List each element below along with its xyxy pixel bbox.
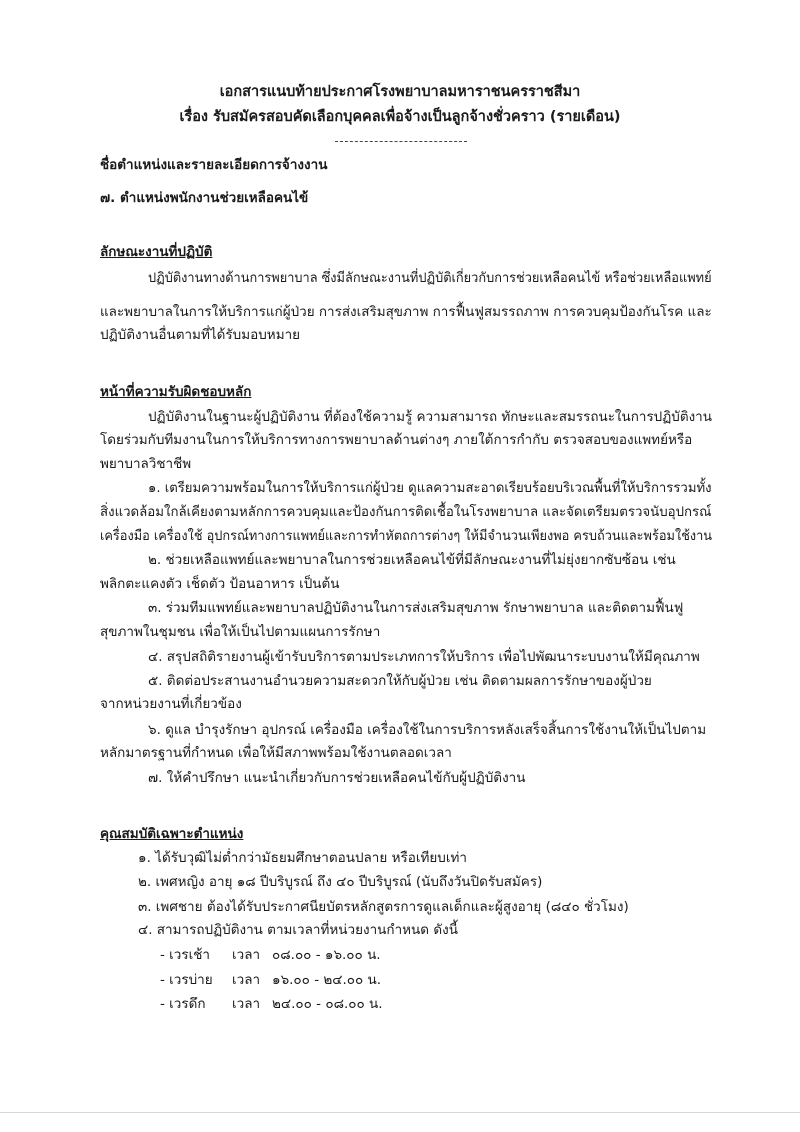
duty-1-line-2: สิ่งแวดล้อมใกล้เคียงตามหลักการควบคุมและป้องกันการติดเชื้อในโรงพยาบาล และจัดเตรียมตรวจนับอุปกรณ์: [100, 504, 712, 520]
qualification-1: ๑. ได้รับวุฒิไม่ต่ำกว่ามัธยมศึกษาตอนปลาย หรือเทียบเท่า: [138, 850, 467, 866]
nature-line-2: และพยาบาลในการให้บริการแก่ผู้ป่วย การส่งเสริมสุขภาพ การฟื้นฟูสมรรถภาพ การควบคุมป้องกันโรค และ: [100, 304, 712, 320]
nature-heading: ลักษณะงานที่ปฏิบัติ: [100, 244, 213, 260]
duty-5-line-2: จากหน่วยงานที่เกี่ยวข้อง: [100, 696, 242, 712]
shift-morning-time: ๐๘.๐๐ - ๑๖.๐๐ น.: [272, 947, 381, 963]
position-heading: ชื่อตำแหน่งและรายละเอียดการจ้างงาน: [100, 157, 328, 173]
qualification-2: ๒. เพศหญิง อายุ ๑๘ ปีบริบูรณ์ ถึง ๔๐ ปีบริบูรณ์ (นับถึงวันปิดรับสมัคร): [138, 874, 543, 890]
shift-morning-label: เวลา: [232, 947, 261, 963]
page-edge-line: [0, 1112, 800, 1113]
shift-afternoon-label: เวลา: [232, 972, 261, 988]
shift-night-name: - เวรดึก: [160, 996, 206, 1012]
duties-intro-1: ปฏิบัติงานในฐานะผู้ปฏิบัติงาน ที่ต้องใช้ความรู้ ความสามารถ ทักษะและสมรรถนะในการปฏิบัติงาน: [148, 409, 712, 425]
duty-3-line-1: ๓. ร่วมทีมแพทย์และพยาบาลปฏิบัติงานในการส่งเสริมสุขภาพ รักษาพยาบาล และติดตามฟื้นฟู: [148, 600, 684, 616]
duties-intro-3: พยาบาลวิชาชีพ: [100, 456, 192, 472]
qualification-3: ๓. เพศชาย ต้องได้รับประกาศนียบัตรหลักสูตรการดูแลเด็กและผู้สูงอายุ (๘๔๐ ชั่วโมง): [138, 899, 629, 915]
duty-1-line-3: เครื่องมือ เครื่องใช้ อุปกรณ์ทางการแพทย์และการทำหัตถการต่างๆ ให้มีจำนวนเพียงพอ ครบถ้วนและพร้อมใช้งาน: [100, 528, 713, 544]
shift-morning-name: - เวรเช้า: [160, 947, 210, 963]
duty-6-line-2: หลักมาตรฐานที่กำหนด เพื่อให้มีสภาพพร้อมใช้งานตลอดเวลา: [100, 745, 452, 761]
duty-1-line-1: ๑. เตรียมความพร้อมในการให้บริการแก่ผู้ป่วย ดูแลความสะอาดเรียบร้อยบริเวณพื้นที่ให้บริการรวมทั้ง: [148, 480, 712, 496]
shift-afternoon-time: ๑๖.๐๐ - ๒๔.๐๐ น.: [272, 972, 382, 988]
header-line-2: เรื่อง รับสมัครสอบคัดเลือกบุคคลเพื่อจ้างเป็นลูกจ้างชั่วคราว (รายเดือน): [179, 109, 621, 125]
shift-night-label: เวลา: [232, 996, 261, 1012]
shift-afternoon-name: - เวรบ่าย: [160, 972, 213, 988]
duty-2-line-2: พลิกตะแคงตัว เช็ดตัว ป้อนอาหาร เป็นต้น: [100, 576, 340, 592]
duty-7-line-1: ๗. ให้คำปรึกษา แนะนำเกี่ยวกับการช่วยเหลือคนไข้กับผู้ปฏิบัติงาน: [148, 770, 526, 786]
duty-6-line-1: ๖. ดูแล บำรุงรักษา อุปกรณ์ เครื่องมือ เครื่องใช้ในการบริการหลังเสร็จสิ้นการใช้งานให้เป็นไปตาม: [148, 722, 707, 738]
header-divider: [335, 141, 467, 142]
duty-3-line-2: สุขภาพในชุมชน เพื่อให้เป็นไปตามแผนการรักษา: [100, 624, 381, 640]
nature-line-1: ปฏิบัติงานทางด้านการพยาบาล ซึ่งมีลักษณะงานที่ปฏิบัติเกี่ยวกับการช่วยเหลือคนไข้ หรือช่วยเหลือแพทย์: [148, 270, 712, 286]
header-line-1: เอกสารแนบท้ายประกาศโรงพยาบาลมหาราชนครราชสีมา: [219, 84, 581, 100]
duties-intro-2: โดยร่วมกับทีมงานในการให้บริการทางการพยาบาลด้านต่างๆ ภายใต้การกำกับ ตรวจสอบของแพทย์หรือ: [100, 432, 693, 448]
qualifications-heading: คุณสมบัติเฉพาะตำแหน่ง: [100, 826, 244, 842]
duty-4-line-1: ๔. สรุปสถิติรายงานผู้เข้ารับบริการตามประเภทการให้บริการ เพื่อไปพัฒนาระบบงานให้มีคุณภาพ: [148, 649, 700, 665]
position-title: ๗. ตำแหน่งพนักงานช่วยเหลือคนไข้: [100, 190, 309, 206]
duty-5-line-1: ๕. ติดต่อประสานงานอำนวยความสะดวกให้กับผู้ป่วย เช่น ติดตามผลการรักษาของผู้ป่วย: [148, 673, 652, 689]
duties-heading: หน้าที่ความรับผิดชอบหลัก: [100, 384, 252, 400]
qualification-4: ๔. สามารถปฏิบัติงาน ตามเวลาที่หน่วยงานกำหนด ดังนี้: [138, 922, 458, 938]
duty-2-line-1: ๒. ช่วยเหลือแพทย์และพยาบาลในการช่วยเหลือคนไข้ที่มีลักษณะงานที่ไม่ยุ่งยากซับซ้อน เช่น: [148, 552, 676, 568]
shift-night-time: ๒๔.๐๐ - ๐๘.๐๐ น.: [272, 996, 383, 1012]
nature-line-3: ปฏิบัติงานอื่นตามที่ได้รับมอบหมาย: [100, 327, 301, 343]
